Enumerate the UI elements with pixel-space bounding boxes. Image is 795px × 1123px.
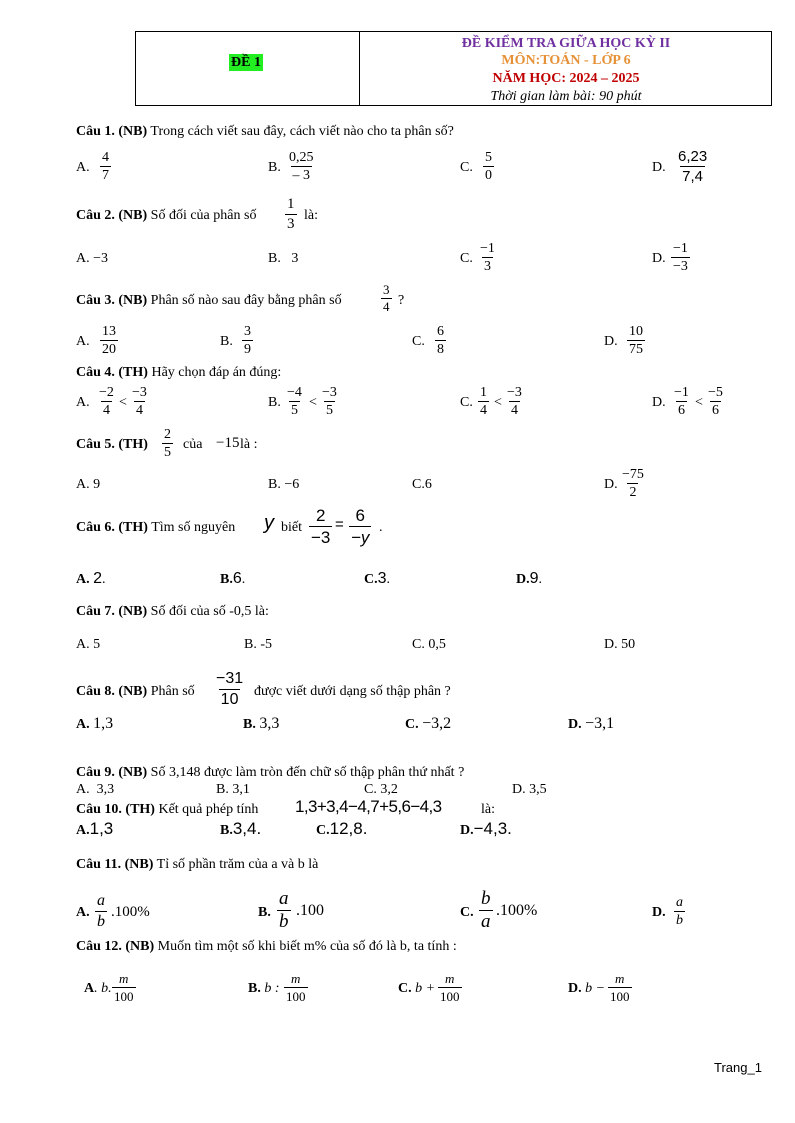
q1-option-c-fraction: $\frac{5}{0}$: [485, 150, 492, 183]
q6-left-fraction: $\frac{2}{-3}$: [311, 506, 331, 547]
q4-option-c-label: C.: [460, 395, 473, 410]
question-6: Câu 6. (TH) Tìm số nguyên: [76, 520, 236, 535]
q6-right-fraction: $\frac{6}{-y}$: [351, 506, 370, 547]
q7-option-b: B. -5: [244, 637, 272, 652]
header-table: [135, 31, 772, 106]
q3-option-c-fraction: $\frac{6}{8}$: [437, 324, 444, 357]
page-number: Trang_1: [714, 1060, 762, 1075]
q3-option-c-label: C.: [412, 334, 425, 349]
q4-option-a-right: $\frac{-3}{4}$: [132, 385, 147, 418]
q1-option-a-label: A.: [76, 160, 90, 175]
q8-fraction: $\frac{-31}{10}$: [216, 670, 244, 708]
exam-year: NĂM HỌC: 2024 – 2025: [492, 71, 640, 86]
q8-option-c: C. −3,2: [405, 715, 452, 732]
q5-option-a: A. 9: [76, 477, 101, 492]
q11-option-c-fraction: $\frac{b}{a}$: [481, 888, 491, 932]
q1-option-c-label: C.: [460, 160, 473, 175]
q11-option-a-fraction: $\frac{a}{b}$: [97, 892, 105, 930]
q6-option-c: C.3.: [364, 570, 391, 587]
q4-option-a-lt: <: [119, 395, 127, 410]
q5-option-c: C.6: [412, 477, 432, 492]
q10-option-d: D.−4,3.: [460, 819, 512, 838]
q10-expression: 1,3+3,4−4,7+5,6−4,3: [295, 797, 442, 816]
q12-option-c-fraction: $\frac{m}{100}$: [440, 971, 460, 1004]
q6-variable: y: [264, 512, 274, 534]
q5-option-d-label: D.: [604, 477, 618, 492]
q3-tail: ?: [398, 293, 405, 308]
exam-code: ĐỀ 1: [231, 55, 261, 70]
q5-tail: là :: [240, 437, 258, 452]
q12-option-c: C. b +: [398, 981, 436, 996]
q12-option-d: D. b −: [568, 981, 606, 996]
q12-option-d-fraction: $\frac{m}{100}$: [610, 971, 630, 1004]
q10-tail: là:: [481, 802, 495, 817]
question-9: Câu 9. (NB) Số 3,148 được làm tròn đến chữ số thập phân thứ nhất ?: [76, 765, 465, 780]
question-5-label: Câu 5. (TH): [76, 437, 148, 452]
q5-number: −15: [216, 435, 240, 451]
q1-option-d-fraction: $\frac{6,23}{7,4}$: [678, 148, 708, 185]
q11-option-d-fraction: $\frac{a}{b}$: [676, 895, 683, 928]
q4-option-a-left: $\frac{-2}{4}$: [99, 385, 114, 418]
q3-option-b-fraction: $\frac{3}{9}$: [244, 324, 251, 357]
q4-option-a-label: A.: [76, 395, 90, 410]
exam-subject: MÔN:TOÁN - LỚP 6: [501, 53, 631, 68]
q9-option-a: A. 3,3: [76, 782, 115, 797]
q6-option-d: D.9.: [516, 570, 543, 587]
q8-option-a: A. 1,3: [76, 715, 114, 732]
question-8: Câu 8. (NB) Phân số: [76, 684, 195, 699]
q6-option-b: B.6.: [220, 570, 246, 587]
question-7: Câu 7. (NB) Số đối của số -0,5 là:: [76, 604, 269, 619]
exam-title: ĐỀ KIỂM TRA GIỮA HỌC KỲ II: [461, 36, 671, 51]
question-10: Câu 10. (TH) Kết quả phép tính: [76, 802, 259, 817]
q4-option-b-left: $\frac{-4}{5}$: [287, 385, 302, 418]
q2-tail: là:: [304, 208, 318, 223]
q11-option-a-tail: .100%: [111, 904, 150, 920]
q4-option-c-left: $\frac{1}{4}$: [480, 385, 487, 418]
q3-option-a-label: A.: [76, 334, 90, 349]
q3-option-b-label: B.: [220, 334, 233, 349]
q4-option-b-lt: <: [309, 395, 317, 410]
q12-option-a: A. b.: [84, 981, 112, 996]
q10-option-c: C.12,8.: [316, 819, 368, 838]
q2-option-d-fraction: $\frac{-1}{-3}$: [673, 241, 688, 274]
q2-option-c-fraction: $\frac{-1}{3}$: [480, 241, 495, 274]
q6-option-a: A. 2.: [76, 570, 106, 587]
q4-option-d-left: $\frac{-1}{6}$: [674, 385, 689, 418]
q9-option-d: D. 3,5: [512, 782, 547, 797]
q1-option-a-fraction: $\frac{4}{7}$: [102, 150, 109, 183]
q2-option-d-label: D.: [652, 251, 666, 266]
q6-dot: .: [379, 520, 383, 535]
q4-option-d-label: D.: [652, 395, 666, 410]
q8-option-d: D. −3,1: [568, 715, 615, 732]
q2-option-c-label: C.: [460, 251, 473, 266]
q2-option-b: B. 3: [268, 251, 299, 266]
q11-option-b-tail: .100: [296, 902, 324, 919]
question-4: Câu 4. (TH) Hãy chọn đáp án đúng:: [76, 365, 282, 380]
q12-option-b: B. b :: [248, 981, 280, 996]
q4-option-c-right: $\frac{-3}{4}$: [507, 385, 522, 418]
q4-option-b-label: B.: [268, 395, 281, 410]
exam-time: Thời gian làm bài: 90 phút: [490, 89, 642, 104]
q9-option-b: B. 3,1: [216, 782, 250, 797]
question-12: Câu 12. (NB) Muốn tìm một số khi biết m% của số đó là b, ta tính :: [76, 939, 457, 954]
q11-option-b-fraction: $\frac{a}{b}$: [279, 888, 289, 932]
q9-option-c: C. 3,2: [364, 782, 398, 797]
question-2: Câu 2. (NB) Số đối của phân số: [76, 208, 257, 223]
q8-option-b: B. 3,3: [243, 715, 280, 732]
q11-option-c-tail: .100%: [496, 902, 538, 919]
q11-option-c-label: C.: [460, 905, 474, 920]
q1-option-b-label: B.: [268, 160, 281, 175]
q1-option-d-label: D.: [652, 160, 666, 175]
q4-option-d-lt: <: [695, 395, 703, 410]
q1-option-b-fraction: $\frac{0,25}{- 3}$: [289, 150, 314, 183]
question-11: Câu 11. (NB) Tỉ số phần trăm của a và b là: [76, 857, 319, 872]
q8-tail: được viết dưới dạng số thập phân ?: [254, 684, 451, 699]
q10-option-a: A.1,3: [76, 819, 114, 838]
q5-option-d-fraction: $\frac{-75}{2}$: [622, 467, 644, 500]
q5-fraction: $\frac{2}{5}$: [164, 427, 171, 460]
q4-option-d-right: $\frac{-5}{6}$: [708, 385, 723, 418]
q12-option-b-fraction: $\frac{m}{100}$: [286, 971, 306, 1004]
q2-fraction: $\frac{1}{3}$: [287, 196, 295, 232]
q4-option-b-right: $\frac{-3}{5}$: [322, 385, 337, 418]
q2-option-a: A. −3: [76, 251, 109, 266]
q11-option-d-label: D.: [652, 905, 666, 920]
q11-option-b-label: B.: [258, 905, 271, 920]
q7-option-c: C. 0,5: [412, 637, 446, 652]
q10-option-b: B.3,4.: [220, 819, 262, 838]
q4-option-c-lt: <: [494, 395, 502, 410]
q6-equals: =: [335, 516, 344, 533]
q3-option-a-fraction: $\frac{13}{20}$: [102, 324, 116, 357]
q3-option-d-fraction: $\frac{10}{75}$: [629, 324, 643, 357]
q7-option-d: D. 50: [604, 637, 636, 652]
q5-mid: của: [183, 437, 203, 452]
q11-option-a-label: A.: [76, 905, 90, 920]
q3-option-d-label: D.: [604, 334, 618, 349]
q7-option-a: A. 5: [76, 637, 101, 652]
q6-biet: biết: [281, 520, 302, 535]
q12-option-a-fraction: $\frac{m}{100}$: [114, 971, 134, 1004]
q3-fraction: $\frac{3}{4}$: [383, 282, 390, 314]
question-3: Câu 3. (NB) Phân số nào sau đây bằng phân số: [76, 293, 342, 308]
q5-option-b: B. −6: [268, 477, 300, 492]
question-1: Câu 1. (NB) Trong cách viết sau đây, cách viết nào cho ta phân số?: [76, 124, 454, 139]
